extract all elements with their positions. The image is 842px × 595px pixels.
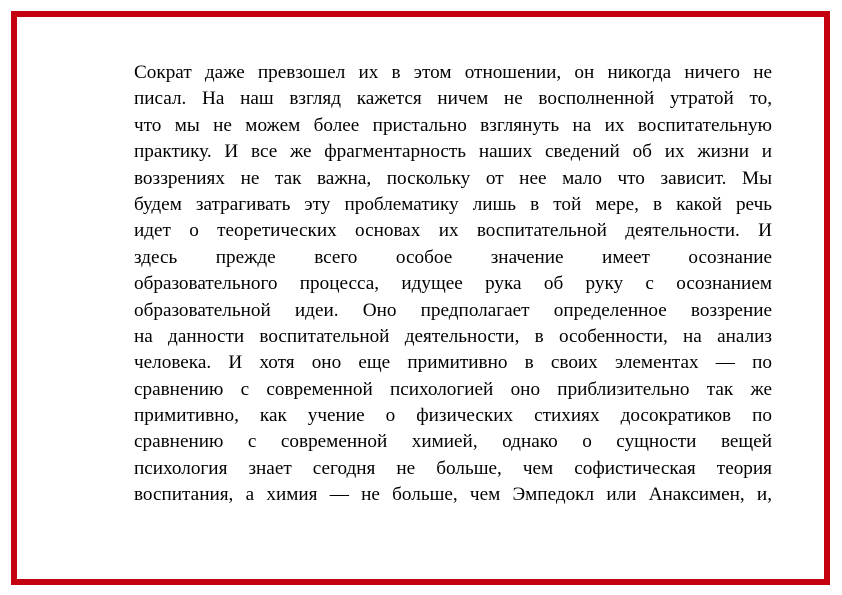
text-line: образовательного процесса, идущее рука об руку с осознанием	[134, 273, 772, 295]
body-text	[134, 60, 772, 509]
text-line: Сократ даже превзошел их в этом отношении, он никогда ничего не	[134, 62, 772, 83]
text-line: идет о теоретических основах их воспитательной деятельности. И	[134, 220, 772, 242]
text-line: воспитания, а химия — не больше, чем Эмпедокл или Анаксимен, и,	[134, 484, 772, 506]
text-line: сравнению с современной химией, однако о сущности вещей	[134, 431, 772, 453]
text-line: примитивно, как учение о физических стихиях досократиков по	[134, 405, 772, 427]
text-line: сравнению с современной психологией оно приблизительно так же	[134, 378, 772, 400]
text-line: человека. И хотя оно еще примитивно в своих элементах — по	[134, 352, 772, 374]
text-line: что мы не можем более пристально взглянуть на их воспитательную	[134, 114, 772, 136]
text-line: писал. На наш взгляд кажется ничем не восполненной утратой то,	[134, 88, 772, 110]
text-line: на данности воспитательной деятельности, в особенности, на анализ	[134, 325, 772, 347]
text-line: образовательной идеи. Оно предполагает определенное воззрение	[134, 299, 772, 321]
text-line: психология знает сегодня не больше, чем софистическая теория	[134, 457, 772, 479]
text-line: здесь прежде всего особое значение имеет осознание	[134, 246, 772, 268]
text-line: будем затрагивать эту проблематику лишь в той мере, в какой речь	[134, 193, 772, 215]
text-line: практику. И все же фрагментарность наших сведений об их жизни и	[134, 141, 772, 163]
text-line: воззрениях не так важна, поскольку от нее мало что зависит. Мы	[134, 167, 772, 189]
